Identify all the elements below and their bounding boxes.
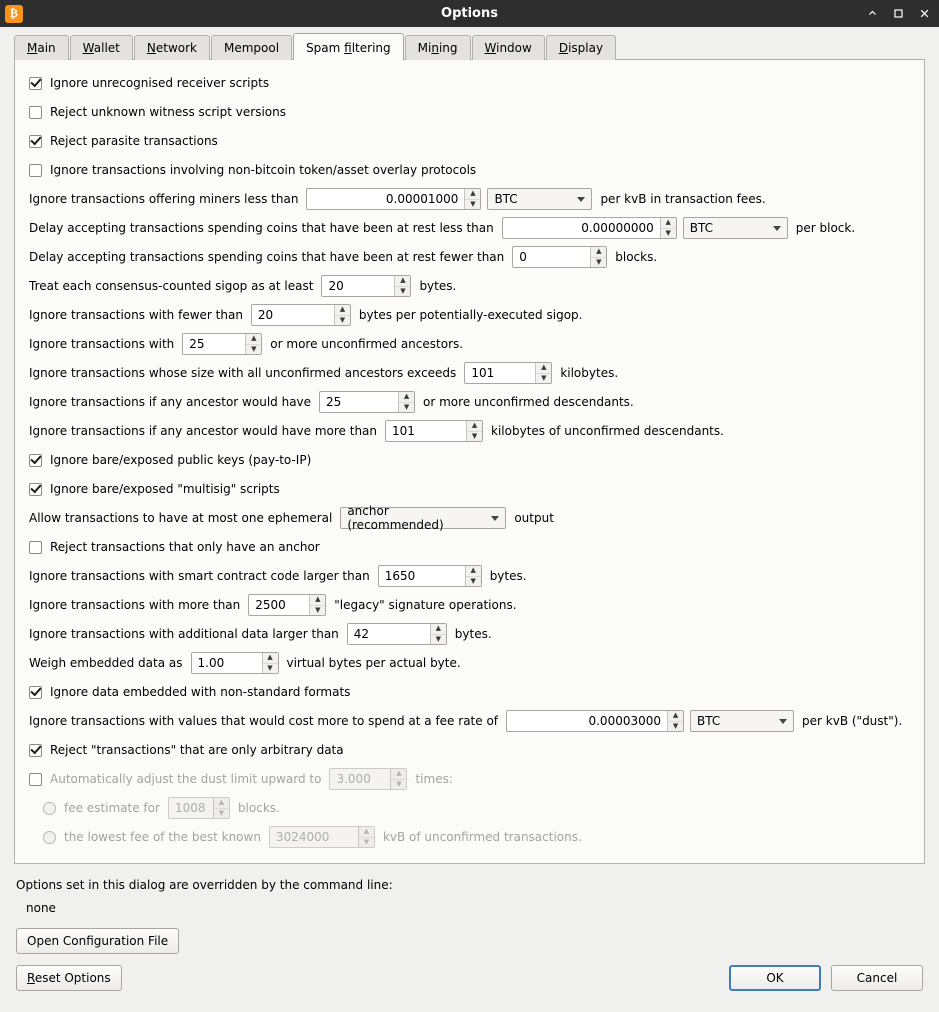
window-controls <box>859 2 939 26</box>
label-ancestor-size-suffix: kilobytes. <box>560 366 619 380</box>
title-bar <box>0 0 939 27</box>
label-descendants-size-suffix: kilobytes of unconfirmed descendants. <box>491 424 724 438</box>
value-weigh-embedded: 1.00 <box>197 656 225 670</box>
option-bytes-per-sigop <box>29 302 910 328</box>
input-legacy-sigops[interactable] <box>248 594 326 616</box>
option-ignore-unrecognised[interactable] <box>29 70 910 96</box>
input-datacarrier-size[interactable] <box>347 623 447 645</box>
footer-notes <box>0 864 939 915</box>
checkbox-ignore-overlay[interactable] <box>29 164 42 177</box>
option-reject-arbitrary-data[interactable] <box>29 737 910 763</box>
label-weigh-embedded-suffix: virtual bytes per actual byte. <box>286 656 461 670</box>
tab-spam-filtering[interactable]: Spam filtering <box>293 33 404 60</box>
option-lowest-fee[interactable] <box>29 824 910 850</box>
label-reject-parasite: Reject parasite transactions <box>50 134 218 148</box>
label-ephemeral-suffix: output <box>514 511 554 525</box>
label-auto-dust-suffix: times: <box>415 772 453 786</box>
spam-filtering-panel <box>14 59 925 864</box>
checkbox-ignore-unrecognised[interactable] <box>29 77 42 90</box>
input-dust-fee-rate[interactable] <box>506 710 684 732</box>
stepper-smart-contract-size[interactable]: ▲ ▼ <box>465 566 481 586</box>
option-rest-fewer-than <box>29 244 910 270</box>
checkbox-reject-unknown-witness[interactable] <box>29 106 42 119</box>
input-rest-fewer-than[interactable] <box>512 246 607 268</box>
tab-wallet[interactable]: Wallet <box>70 35 133 60</box>
label-ancestor-size: Ignore transactions whose size with all unconfirmed ancestors exceeds <box>29 366 457 380</box>
tab-window[interactable]: Window <box>472 35 545 60</box>
label-auto-dust: Automatically adjust the dust limit upward to <box>50 772 322 786</box>
select-dust-unit[interactable] <box>690 710 794 732</box>
stepper-weigh-embedded[interactable]: ▲ ▼ <box>262 653 278 673</box>
label-nonstandard-formats: Ignore data embedded with non-standard formats <box>50 685 351 699</box>
input-weigh-embedded[interactable] <box>191 652 279 674</box>
stepper-dust-fee-rate[interactable]: ▲ ▼ <box>667 711 683 731</box>
checkbox-reject-anchor-only[interactable] <box>29 541 42 554</box>
option-weigh-embedded <box>29 650 910 676</box>
label-smart-contract-size-suffix: bytes. <box>489 569 527 583</box>
value-descendants-size: 101 <box>392 424 415 438</box>
reset-options-button[interactable]: Reset Options <box>16 965 122 991</box>
dialog-button-row <box>0 965 939 991</box>
label-lowest-fee: the lowest fee of the best known <box>64 830 261 844</box>
label-reject-anchor-only: Reject transactions that only have an anchor <box>50 540 320 554</box>
label-bare-pubkeys: Ignore bare/exposed public keys (pay-to-IP) <box>50 453 312 467</box>
minimize-icon[interactable] <box>859 2 885 26</box>
value-unconfirmed-ancestors: 25 <box>189 337 205 351</box>
option-sigop-at-least <box>29 273 910 299</box>
label-unconfirmed-ancestors: Ignore transactions with <box>29 337 175 351</box>
select-ephemeral-output[interactable] <box>340 504 506 532</box>
option-smart-contract-size <box>29 563 910 589</box>
label-descendants-size: Ignore transactions if any ancestor would have more than <box>29 424 378 438</box>
label-bytes-per-sigop: Ignore transactions with fewer than <box>29 308 243 322</box>
value-sigop-at-least: 20 <box>328 279 344 293</box>
label-smart-contract-size: Ignore transactions with smart contract code larger than <box>29 569 370 583</box>
overridden-value: none <box>26 901 56 915</box>
checkbox-nonstandard-formats[interactable] <box>29 686 42 699</box>
label-bytes-per-sigop-suffix: bytes per potentially-executed sigop. <box>358 308 583 322</box>
radio-fee-estimate[interactable] <box>43 802 56 815</box>
checkbox-bare-multisig[interactable] <box>29 483 42 496</box>
label-ephemeral: Allow transactions to have at most one ephemeral <box>29 511 333 525</box>
chevron-down-icon <box>491 516 499 521</box>
tab-network[interactable]: Network <box>134 35 210 60</box>
stepper-descendants-size[interactable]: ▲ ▼ <box>466 421 482 441</box>
label-rest-less-than-suffix: per block. <box>795 221 856 235</box>
tab-bar <box>0 27 939 59</box>
overridden-note: Options set in this dialog are overridden by the command line: <box>16 878 393 892</box>
label-reject-unknown-witness: Reject unknown witness script versions <box>50 105 286 119</box>
maximize-icon[interactable] <box>885 2 911 26</box>
label-rest-less-than: Delay accepting transactions spending coins that have been at rest less than <box>29 221 494 235</box>
value-miners-unit: BTC <box>494 192 518 206</box>
input-smart-contract-size[interactable] <box>378 565 482 587</box>
option-legacy-sigops <box>29 592 910 618</box>
option-nonstandard-formats[interactable] <box>29 679 910 705</box>
value-auto-dust-multiplier: 3.000 <box>336 772 371 786</box>
label-descendants-count-suffix: or more unconfirmed descendants. <box>423 395 634 409</box>
select-miners-unit[interactable] <box>487 188 592 210</box>
label-weigh-embedded: Weigh embedded data as <box>29 656 183 670</box>
label-rest-fewer-than-suffix: blocks. <box>615 250 658 264</box>
label-dust-fee-rate: Ignore transactions with values that would cost more to spend at a fee rate of <box>29 714 499 728</box>
stepper-sigop-at-least[interactable]: ▲ ▼ <box>394 276 410 296</box>
option-reject-unknown-witness[interactable] <box>29 99 910 125</box>
value-bytes-per-sigop: 20 <box>257 308 274 322</box>
input-ancestor-size[interactable] <box>464 362 552 384</box>
option-dust-fee-rate <box>29 708 910 734</box>
select-rest-unit[interactable] <box>683 217 788 239</box>
option-ancestor-size <box>29 360 910 386</box>
label-descendants-count: Ignore transactions if any ancestor would have <box>29 395 312 409</box>
label-sigop-at-least-suffix: bytes. <box>419 279 457 293</box>
label-ignore-unrecognised: Ignore unrecognised receiver scripts <box>50 76 270 90</box>
window-title: Options <box>441 6 498 21</box>
stepper-bytes-per-sigop[interactable]: ▲ ▼ <box>334 305 350 325</box>
stepper-auto-dust-multiplier[interactable]: ▲ ▼ <box>390 769 406 789</box>
value-datacarrier-size: 42 <box>353 627 370 641</box>
value-fee-estimate-blocks: 1008 <box>174 801 206 815</box>
value-dust-fee-rate: 0.00003000 <box>588 714 662 728</box>
label-datacarrier-size-suffix: bytes. <box>454 627 492 641</box>
option-auto-dust[interactable] <box>29 766 910 792</box>
input-unconfirmed-ancestors[interactable] <box>182 333 262 355</box>
stepper-unconfirmed-ancestors[interactable]: ▲ ▼ <box>245 334 261 354</box>
option-ignore-overlay[interactable] <box>29 157 910 183</box>
stepper-miners-less-than[interactable]: ▲ ▼ <box>464 189 480 209</box>
value-ancestor-size: 101 <box>471 366 495 380</box>
option-bare-multisig[interactable] <box>29 476 910 502</box>
cancel-button[interactable]: Cancel <box>831 965 923 991</box>
label-fee-estimate: fee estimate for <box>64 801 160 815</box>
tab-display[interactable]: Display <box>546 35 616 60</box>
radio-lowest-fee[interactable] <box>43 831 56 844</box>
value-smart-contract-size: 1650 <box>384 569 416 583</box>
label-datacarrier-size: Ignore transactions with additional data larger than <box>29 627 339 641</box>
option-datacarrier-size <box>29 621 910 647</box>
label-reject-arbitrary-data: Reject "transactions" that are only arbitrary data <box>50 743 344 757</box>
label-rest-fewer-than: Delay accepting transactions spending coins that have been at rest fewer than <box>29 250 505 264</box>
label-legacy-sigops: Ignore transactions with more than <box>29 598 241 612</box>
value-rest-less-than: 0.00000000 <box>581 221 654 235</box>
checkbox-reject-arbitrary-data[interactable] <box>29 744 42 757</box>
chevron-down-icon <box>779 719 787 724</box>
value-rest-unit: BTC <box>689 221 713 235</box>
value-ephemeral-output: anchor (recommended) <box>347 504 444 532</box>
checkbox-auto-dust[interactable] <box>29 773 42 786</box>
label-unconfirmed-ancestors-suffix: or more unconfirmed ancestors. <box>270 337 464 351</box>
input-fee-estimate-blocks[interactable] <box>168 797 230 819</box>
label-dust-fee-rate-suffix: per kvB ("dust"). <box>802 714 903 728</box>
value-dust-unit: BTC <box>697 714 721 728</box>
stepper-datacarrier-size[interactable]: ▲ ▼ <box>430 624 446 644</box>
input-descendants-count[interactable] <box>319 391 415 413</box>
stepper-ancestor-size[interactable]: ▲ ▼ <box>535 363 551 383</box>
label-miners-less-than: Ignore transactions offering miners less than <box>29 192 299 206</box>
value-lowest-fee-kvb: 3024000 <box>275 830 330 844</box>
chevron-down-icon <box>773 226 781 231</box>
value-legacy-sigops: 2500 <box>255 598 286 612</box>
stepper-legacy-sigops[interactable]: ▲ ▼ <box>309 595 325 615</box>
close-icon[interactable] <box>911 2 937 26</box>
input-miners-less-than[interactable] <box>306 188 481 210</box>
input-bytes-per-sigop[interactable] <box>251 304 351 326</box>
label-sigop-at-least: Treat each consensus-counted sigop as at least <box>29 279 314 293</box>
label-legacy-sigops-suffix: "legacy" signature operations. <box>334 598 517 612</box>
input-rest-less-than[interactable] <box>502 217 677 239</box>
label-lowest-fee-suffix: kvB of unconfirmed transactions. <box>382 830 582 844</box>
value-rest-fewer-than: 0 <box>519 250 527 264</box>
stepper-fee-estimate-blocks[interactable]: ▲ ▼ <box>213 798 229 818</box>
stepper-rest-less-than[interactable]: ▲ ▼ <box>660 218 676 238</box>
option-unconfirmed-ancestors <box>29 331 910 357</box>
input-descendants-size[interactable] <box>385 420 483 442</box>
input-lowest-fee-kvb[interactable] <box>269 826 375 848</box>
input-auto-dust-multiplier[interactable] <box>329 768 407 790</box>
option-miners-less-than <box>29 186 910 212</box>
stepper-lowest-fee-kvb[interactable]: ▲ ▼ <box>358 827 374 847</box>
tab-mempool[interactable]: Mempool <box>211 35 292 60</box>
option-reject-anchor-only[interactable] <box>29 534 910 560</box>
tab-mining[interactable]: Mining <box>405 35 471 60</box>
checkbox-reject-parasite[interactable] <box>29 135 42 148</box>
bitcoin-icon: ₿ <box>5 5 23 23</box>
label-bare-multisig: Ignore bare/exposed "multisig" scripts <box>50 482 280 496</box>
stepper-rest-fewer-than[interactable]: ▲ ▼ <box>590 247 606 267</box>
label-miners-less-than-suffix: per kvB in transaction fees. <box>600 192 766 206</box>
config-button-row <box>0 928 939 954</box>
option-ephemeral <box>29 505 910 531</box>
option-descendants-count <box>29 389 910 415</box>
value-miners-less-than: 0.00001000 <box>385 192 459 206</box>
value-descendants-count: 25 <box>326 395 342 409</box>
open-configuration-file-button[interactable]: Open Configuration File <box>16 928 179 954</box>
label-ignore-overlay: Ignore transactions involving non-bitcoin token/asset overlay protocols <box>50 163 477 177</box>
chevron-down-icon <box>577 197 585 202</box>
checkbox-bare-pubkeys[interactable] <box>29 454 42 467</box>
option-bare-pubkeys[interactable] <box>29 447 910 473</box>
ok-button[interactable]: OK <box>729 965 821 991</box>
option-rest-less-than <box>29 215 910 241</box>
stepper-descendants-count[interactable]: ▲ ▼ <box>398 392 414 412</box>
option-descendants-size <box>29 418 910 444</box>
label-fee-estimate-suffix: blocks. <box>237 801 280 815</box>
input-sigop-at-least[interactable] <box>321 275 411 297</box>
tab-main[interactable]: Main <box>14 35 69 60</box>
option-reject-parasite[interactable] <box>29 128 910 154</box>
option-fee-estimate[interactable] <box>29 795 910 821</box>
